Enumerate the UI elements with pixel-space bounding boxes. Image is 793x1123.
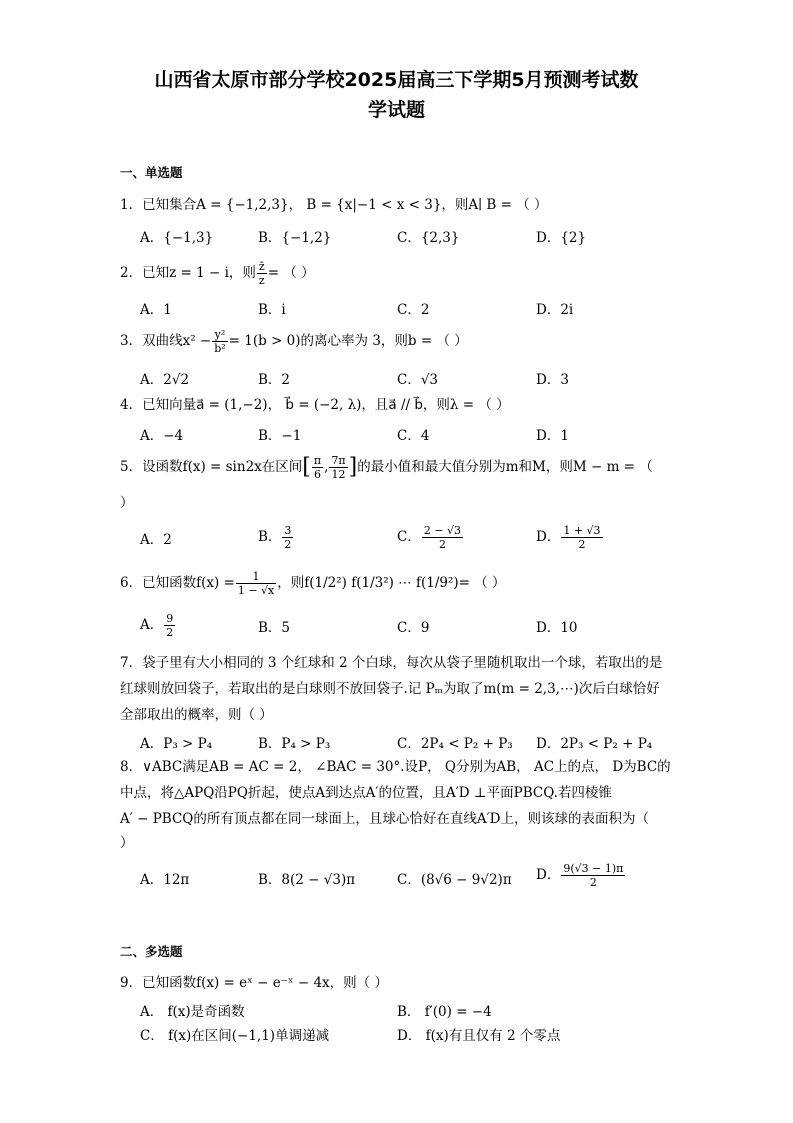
q3-stem-pre: 3．双曲线x² − (120, 333, 212, 349)
q4-option-b: B．−1 (258, 428, 302, 444)
section-multiple-choice: 二、多选题 (120, 944, 183, 959)
q6-expression: f(1/2²) f(1/3²) ⋯ f(1/9²) (304, 575, 459, 591)
q5-interval-end (329, 454, 347, 481)
q5-c-den: 2 (438, 538, 446, 551)
q6-f-num: 1 (236, 570, 276, 584)
q3-frac-den: b² (214, 342, 226, 355)
q5-option-b-label: B． (258, 529, 282, 545)
q5-int-b-den: 12 (331, 468, 346, 481)
q2-frac-den: z (258, 274, 265, 287)
q5-d-num: 1 + √3 (563, 524, 601, 537)
question-8-line3: A′ − PBCQ的所有顶点都在同一球面上，且球心恰好在直线A′D上，则该球的表面积为（ (120, 811, 649, 827)
q2-option-c: C．2 (397, 302, 430, 318)
section-single-choice: 一、单选题 (120, 165, 183, 180)
q5-b-den: 2 (284, 538, 292, 551)
q2-option-a: A．1 (140, 302, 172, 318)
q5-option-c (397, 524, 464, 551)
q3-option-c: C．√3 (397, 372, 439, 388)
q8-option-c: C．(8√6 − 9√2)π (397, 872, 512, 888)
page-title-line2: 学试题 (367, 99, 425, 121)
q6-f-den: 1 − √x (237, 584, 275, 597)
q5-option-d (536, 524, 604, 551)
q3-fraction (212, 328, 227, 355)
q3-option-b: B．2 (258, 372, 291, 388)
q9-option-b: B． f′(0) = −4 (397, 1004, 492, 1020)
q5-d-den: 2 (578, 538, 586, 551)
q5-b-num: 3 (284, 524, 292, 537)
q5-interval-open-bracket: [ (302, 454, 311, 480)
question-5-options (140, 524, 680, 551)
question-9-options-row2 (140, 1024, 680, 1048)
q5-c-num: 2 − √3 (423, 524, 462, 537)
q5-int-a-den: 6 (313, 468, 321, 481)
q9-option-a: A． f(x)是奇函数 (140, 1004, 245, 1020)
question-4-options (140, 424, 680, 448)
q5-option-d-label: D． (536, 529, 561, 545)
q2-stem-pre: 2．已知z = 1 − i，则 (120, 265, 256, 281)
q6-option-b: B．5 (258, 620, 291, 636)
q3-option-d: D．3 (536, 372, 569, 388)
question-8-options (140, 862, 680, 889)
q8-option-d-label: D． (536, 867, 561, 883)
question-8-line1: 8．∨ABC满足AB = AC = 2， ∠BAC = 30°.设P， Q分别为AB， AC上的点， D为BC的 (120, 759, 671, 775)
question-5-stem-line2: ） (120, 495, 134, 511)
q1-option-b: B．{−1,2} (258, 230, 332, 246)
q8-option-a: A．12π (140, 872, 190, 888)
question-5-stem: 5．设函数f(x) = sin2x在区间[ $\frac{\pi}{6}$ , $\frac{7\pi}{12}$ ]的最小值和最大值分别为m和M，则M − m = （ (120, 454, 653, 481)
q8-option-d (536, 862, 626, 889)
q5-stem-pre: 5．设函数f(x) = sin2x在区间 (120, 459, 303, 475)
q5-int-a-num: π (313, 454, 322, 467)
q7-option-b: B．P₄ > P₃ (258, 736, 331, 752)
q5-int-b-num: 7π (331, 454, 346, 467)
question-1-stem: 1．已知集合A = {−1,2,3}， B = {x|−1 < x < 3}，则A∣ B = （ ） (120, 197, 548, 213)
question-4-stem: 4．已知向量a⃗ = (1,−2)， b⃗ = (−2, λ)，且a⃗ // b⃗，则λ = （ ） (120, 397, 510, 413)
q4-option-a: A．−4 (140, 428, 184, 444)
question-9-stem: 9．已知函数f(x) = eˣ − e⁻ˣ − 4x，则（ ） (120, 975, 388, 991)
q6-stem-mid: ，则 (277, 575, 305, 591)
q9-option-d: D． f(x)有且仅有 2 个零点 (397, 1028, 561, 1044)
q4-option-d: D．1 (536, 428, 569, 444)
q6-option-d: D．10 (536, 620, 578, 636)
q6-option-a-label: A． (140, 617, 164, 633)
q2-option-d: D．2i (536, 302, 574, 318)
q5-option-c-label: C． (397, 529, 421, 545)
q3-option-a: A．2√2 (140, 372, 190, 388)
q6-fraction (236, 570, 276, 597)
question-7-line2: 红球则放回袋子，若取出的是白球则不放回袋子.记 Pₘ为取了m(m = 2,3,⋯)次后白球恰好 (120, 681, 660, 697)
q2-option-b: B．i (258, 302, 286, 318)
q3-stem-post: = 1(b > 0)的离心率为 3，则b = （ ） (228, 333, 468, 349)
q5-option-b (258, 524, 294, 551)
question-7-line1: 7．袋子里有大小相同的 3 个红球和 2 个白球，每次从袋子里随机取出一个球，若取出的是 (120, 655, 663, 671)
q3-frac-num: y² (212, 328, 227, 342)
q1-option-d: D．{2} (536, 230, 587, 246)
question-3-stem (120, 328, 680, 355)
q2-stem-post: = （ ） (267, 265, 315, 281)
q1-option-a: A．{−1,3} (140, 230, 214, 246)
page-title-line1: 山西省太原市部分学校2025届高三下学期5月预测考试数 (154, 69, 639, 91)
question-2-options (140, 298, 680, 322)
q6-stem-post: = （ ） (458, 575, 506, 591)
q7-option-c: C．2P₄ < P₂ + P₃ (397, 736, 513, 752)
q6-option-c: C．9 (397, 620, 430, 636)
q5-option-a: A．2 (140, 532, 172, 548)
q9-option-c: C． f(x)在区间(−1,1)单调递减 (140, 1028, 330, 1044)
q5-interval-start (312, 454, 323, 481)
question-2-stem (120, 260, 680, 287)
q5-stem-post: 的最小值和最大值分别为m和M，则M − m = （ (357, 459, 653, 475)
q5-interval-close-bracket: ] (348, 454, 358, 480)
question-8-line2: 中点，将△APQ沿PQ折起，使点A到达点A′的位置，且A′D ⊥平面PBCQ.若四棱锥 (120, 785, 612, 801)
question-9-options-row1 (140, 1000, 680, 1024)
q1-option-c: C．{2,3} (397, 230, 460, 246)
question-7-options (140, 732, 680, 756)
q8-d-den: 2 (589, 876, 597, 889)
q4-option-c: C．4 (397, 428, 430, 444)
question-6-stem (120, 570, 680, 597)
question-7-line3: 全部取出的概率，则（ ） (120, 707, 273, 723)
q6-stem-pre: 6．已知函数f(x) = (120, 575, 235, 591)
q7-option-a: A．P₃ > P₄ (140, 736, 213, 752)
q8-d-num: 9(√3 − 1)π (563, 862, 624, 875)
q2-frac-num: z̄ (258, 260, 265, 273)
question-8-line4: ） (120, 835, 134, 851)
q7-option-d: D．2P₃ < P₂ + P₄ (536, 736, 653, 752)
q2-fraction (257, 260, 267, 287)
q6-a-den: 2 (166, 626, 174, 639)
q6-a-num: 9 (166, 612, 174, 625)
q8-option-b: B．8(2 − √3)π (258, 872, 356, 888)
question-6-options (140, 612, 680, 639)
q6-option-a (140, 612, 176, 639)
question-3-options (140, 368, 680, 392)
question-1-options (140, 226, 680, 250)
